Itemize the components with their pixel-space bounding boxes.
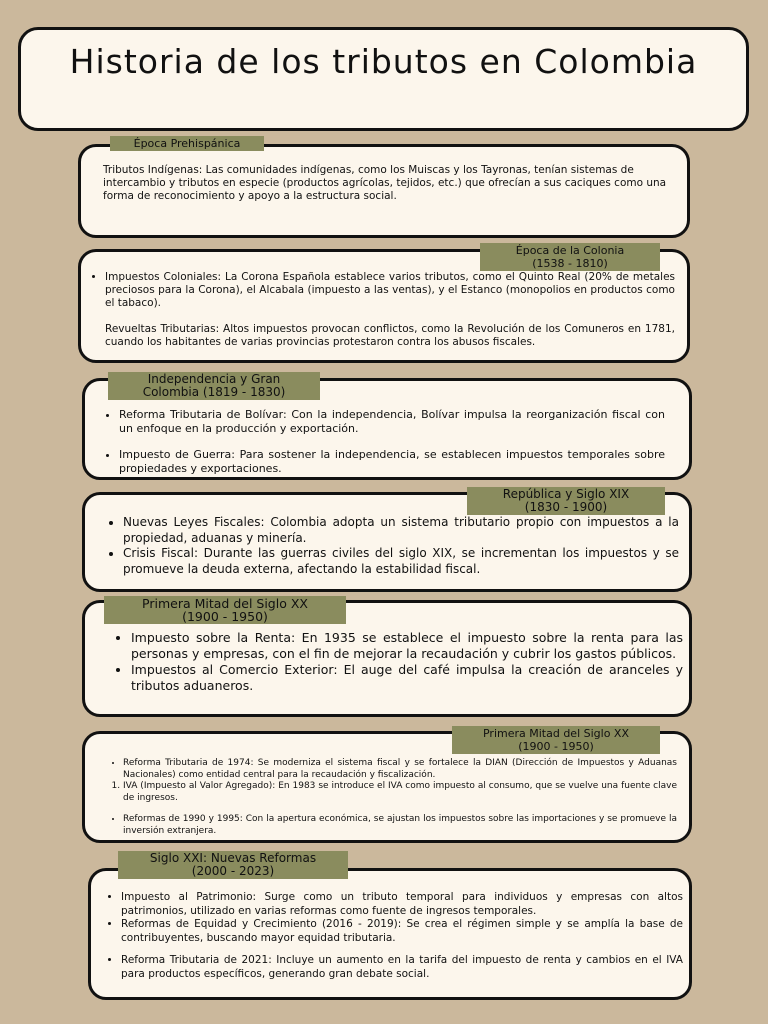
list-item: Revueltas Tributarias: Altos impuestos provocan conflictos, como la Revolución de los Comuneros en 1781, cuando los habitantes de varias provincias protestaron contra los abusos fiscales. <box>105 323 675 348</box>
tag-line: Época de la Colonia <box>515 244 625 257</box>
list-item: • Reformas de Equidad y Crecimiento (2016 - 2019): Se crea el régimen simple y se amplía la base de contribuyentes, buscando mayor equidad tributaria. <box>121 918 683 945</box>
tag-line: Primera Mitad del Siglo XX <box>142 596 308 611</box>
page-title: Historia de los tributos en Colombia <box>69 42 698 81</box>
tag-line: Época Prehispánica <box>133 137 241 150</box>
list-item: • Crisis Fiscal: Durante las guerras civiles del siglo XIX, se incrementan los impuestos y se promueve la deuda externa, afectando la estabilidad fiscal. <box>123 546 679 577</box>
tag-line: Siglo XXI: Nuevas Reformas <box>149 851 317 865</box>
tag-line: Colombia (1819 - 1830) <box>142 385 286 399</box>
list-item: • Reformas de 1990 y 1995: Con la apertura económica, se ajustan los impuestos sobre las importaciones y se promueve la inversión extranjera. <box>123 814 677 837</box>
section-paragraph: Tributos Indígenas: Las comunidades indígenas, como los Muiscas y los Tayronas, tenían sistemas de intercambio y tributos en especie (productos agrícolas, tejidos, etc.) que ofrecían a sus caciques como una forma de reconocimiento y apoyo a la estructura social. <box>103 164 667 202</box>
list-item: • Reforma Tributaria de 1974: Se moderniza el sistema fiscal y se fortalece la DIAN (Dirección de Impuestos y Aduanas Nacionales) como entidad central para la recaudación y fiscalización. <box>123 758 677 781</box>
section-tag-siglo-xx-b <box>452 726 660 754</box>
list-item: • Nuevas Leyes Fiscales: Colombia adopta un sistema tributario propio con impuestos a la propiedad, aduanas y minería. <box>123 515 679 546</box>
tag-line: Independencia y Gran <box>147 372 281 386</box>
section-tag-colonia <box>480 243 660 271</box>
section-siglo-xxi <box>88 868 692 1000</box>
section-tag-prehispanic <box>110 136 264 151</box>
tag-line: (1538 - 1810) <box>532 257 608 270</box>
list-item: • Impuesto al Patrimonio: Surge como un tributo temporal para individuos y empresas con altos patrimonios, utilizado en varias reformas como fuente de ingresos temporales. <box>121 891 683 918</box>
tag-line: Primera Mitad del Siglo XX <box>482 727 630 740</box>
list-item: • Impuesto sobre la Renta: En 1935 se establece el impuesto sobre la renta para las personas y empresas, con el fin de mejorar la recaudación y cubrir los gastos públicos. <box>131 630 683 662</box>
section-tag-siglo-xxi <box>118 851 348 879</box>
tag-line: (2000 - 2023) <box>191 864 275 878</box>
section-tag-independencia <box>108 372 320 400</box>
title-card <box>18 27 749 131</box>
section-tag-siglo-xx-a <box>104 596 346 624</box>
list-item: • Impuesto de Guerra: Para sostener la independencia, se establecen impuestos temporales sobre propiedades y exportaciones. <box>119 448 665 476</box>
list-item: • Impuestos al Comercio Exterior: El auge del café impulsa la creación de aranceles y tributos aduaneros. <box>131 662 683 694</box>
tag-line: (1830 - 1900) <box>524 500 608 514</box>
tag-line: República y Siglo XIX <box>502 487 630 501</box>
list-item: • Impuestos Coloniales: La Corona Española establece varios tributos, como el Quinto Real (20% de metales preciosos para la Corona), el Alcabala (impuesto a las ventas), y el Estanco (monopolios en productos como el tabaco). <box>105 271 675 310</box>
list-item: 1. IVA (Impuesto al Valor Agregado): En 1983 se introduce el IVA como impuesto al consumo, que se vuelve una fuente clave de ingresos. <box>123 781 677 804</box>
tag-line: (1900 - 1950) <box>518 740 594 753</box>
list-item: • Reforma Tributaria de 2021: Incluye un aumento en la tarifa del impuesto de renta y cambios en el IVA para productos específicos, generando gran debate social. <box>121 954 683 981</box>
section-tag-republica <box>467 487 665 515</box>
tag-line: (1900 - 1950) <box>182 609 268 624</box>
list-item: • Reforma Tributaria de Bolívar: Con la independencia, Bolívar impulsa la reorganización fiscal con un enfoque en la producción y exportación. <box>119 408 665 436</box>
section-prehispanic <box>78 144 690 238</box>
